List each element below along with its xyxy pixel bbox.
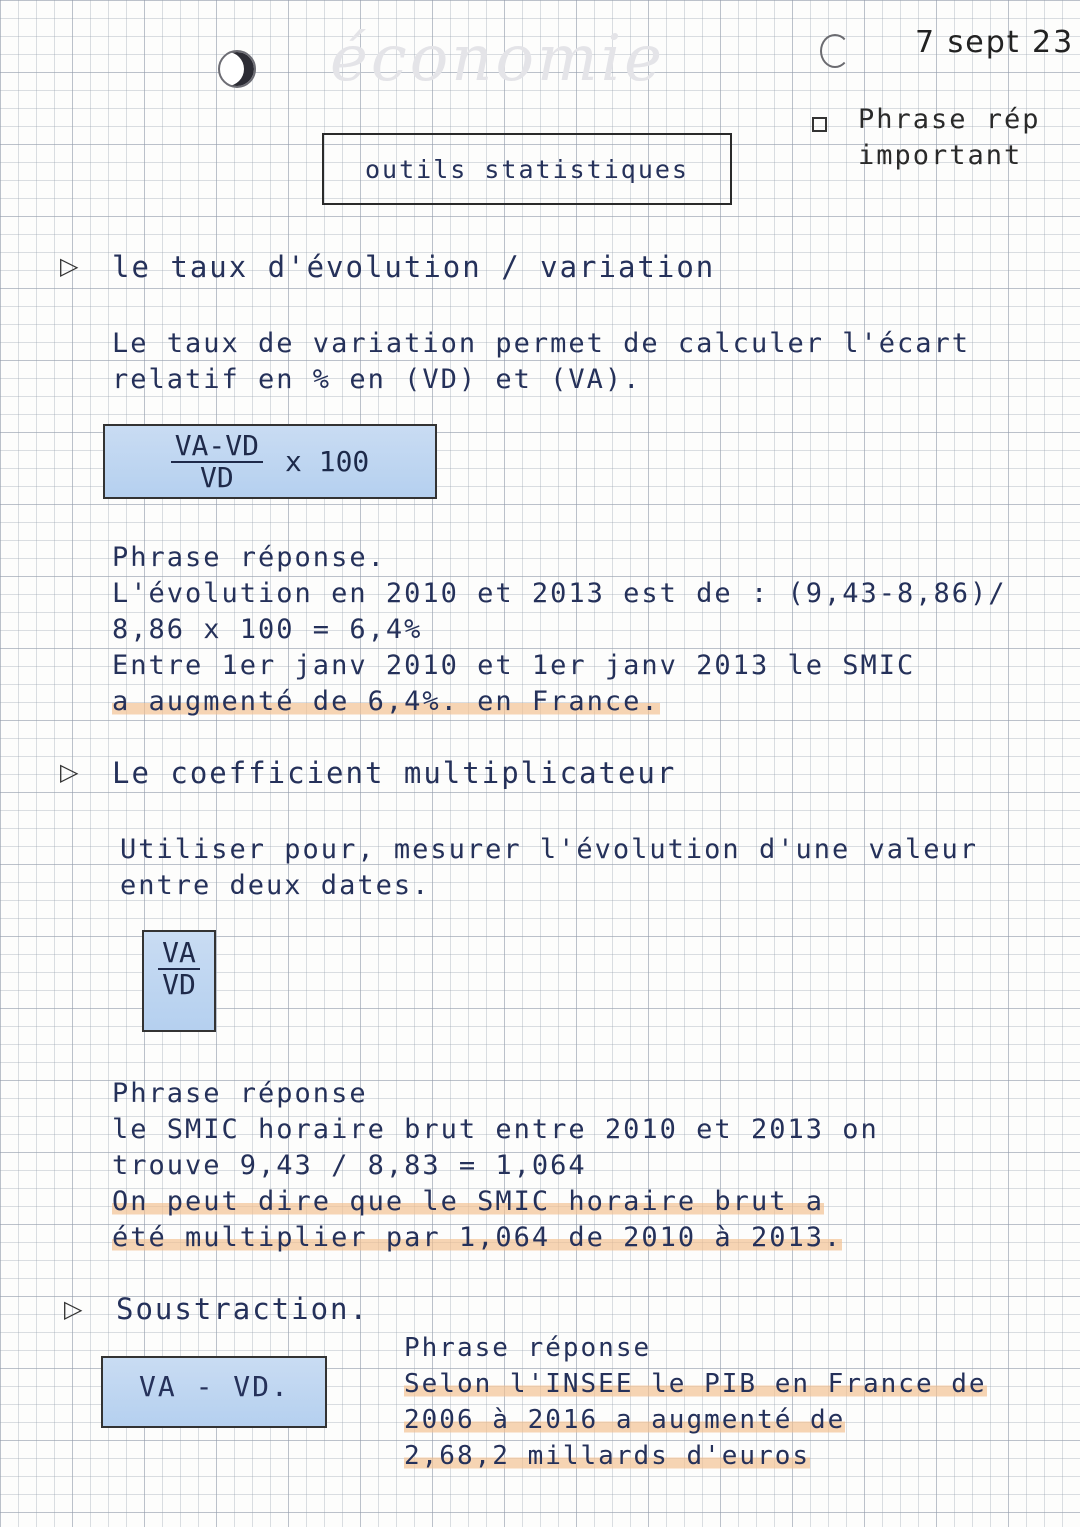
- section2-def-line-1: Utiliser pour, mesurer l'évolution d'une valeur: [120, 834, 979, 865]
- section1-answer: [112, 540, 1007, 720]
- section3-heading: Soustraction.: [116, 1292, 369, 1326]
- section1-answer-line-2: 8,86 x 100 = 6,4%: [112, 614, 423, 645]
- legend-checkbox-icon: [812, 117, 827, 132]
- section2-answer-line-4: été multiplier par 1,064 de 2010 à 2013.: [112, 1222, 843, 1253]
- section1-answer-title: Phrase réponse.: [112, 542, 386, 573]
- section2-answer: [112, 1076, 879, 1256]
- section2-formula-box: [142, 930, 216, 1032]
- section1-answer-line-3: Entre 1er janv 2010 et 1er janv 2013 le SMIC: [112, 650, 916, 681]
- section2-answer-line-3: On peut dire que le SMIC horaire brut a: [112, 1186, 824, 1217]
- moon-doodle-icon: [218, 50, 256, 88]
- topic-title: outils statistiques: [365, 154, 689, 184]
- section1-def-line-1: Le taux de variation permet de calculer l'écart: [112, 328, 971, 359]
- note-date: 7 sept 23: [915, 25, 1075, 60]
- page-title: économie: [330, 22, 666, 96]
- section2-answer-line-1: le SMIC horaire brut entre 2010 et 2013 on: [112, 1114, 879, 1145]
- section1-definition: [112, 326, 970, 398]
- section1-def-line-2: relatif en % en (VD) et (VA).: [112, 364, 642, 395]
- triangle-bullet-icon: ▷: [60, 758, 79, 786]
- fraction-numerator: VA-VD: [171, 431, 263, 463]
- section1-fraction: [171, 428, 263, 494]
- fraction-numerator: VA: [158, 938, 200, 970]
- section1-answer-line-4: a augmenté de 6,4%. en France.: [112, 686, 660, 717]
- section3-answer-title: Phrase réponse: [404, 1333, 652, 1363]
- section1-answer-line-1: L'évolution en 2010 et 2013 est de : (9,43-8,86)/: [112, 578, 1007, 609]
- section3-formula-box: [101, 1356, 327, 1428]
- legend: [858, 102, 1041, 174]
- section3-answer-line-3: 2,68,2 millards d'euros: [404, 1441, 811, 1471]
- legend-line-1: Phrase rép: [858, 104, 1041, 135]
- topic-title-box: [322, 133, 732, 205]
- triangle-bullet-icon: ▷: [64, 1295, 83, 1323]
- section2-answer-title: Phrase réponse: [112, 1078, 368, 1109]
- legend-line-2: important: [858, 140, 1023, 171]
- fraction-denominator: VD: [199, 460, 234, 494]
- section2-definition: [120, 832, 978, 904]
- fraction-multiplier: x 100: [285, 445, 370, 478]
- fraction-denominator: VD: [162, 968, 196, 1001]
- section3-answer-line-1: Selon l'INSEE le PIB en France de: [404, 1369, 987, 1399]
- section3-answer: [404, 1330, 987, 1474]
- section2-def-line-2: entre deux dates.: [120, 870, 431, 901]
- section2-heading: Le coefficient multiplicateur: [112, 756, 677, 790]
- triangle-bullet-icon: ▷: [60, 252, 79, 280]
- section2-answer-line-2: trouve 9,43 / 8,83 = 1,064: [112, 1150, 587, 1181]
- crescent-doodle-icon: [820, 34, 850, 68]
- section3-formula: VA - VD.: [139, 1370, 290, 1403]
- section1-formula-box: [103, 424, 437, 499]
- section3-answer-line-2: 2006 à 2016 a augmenté de: [404, 1405, 846, 1435]
- section1-heading: le taux d'évolution / variation: [112, 250, 716, 284]
- section2-fraction: [158, 938, 200, 1000]
